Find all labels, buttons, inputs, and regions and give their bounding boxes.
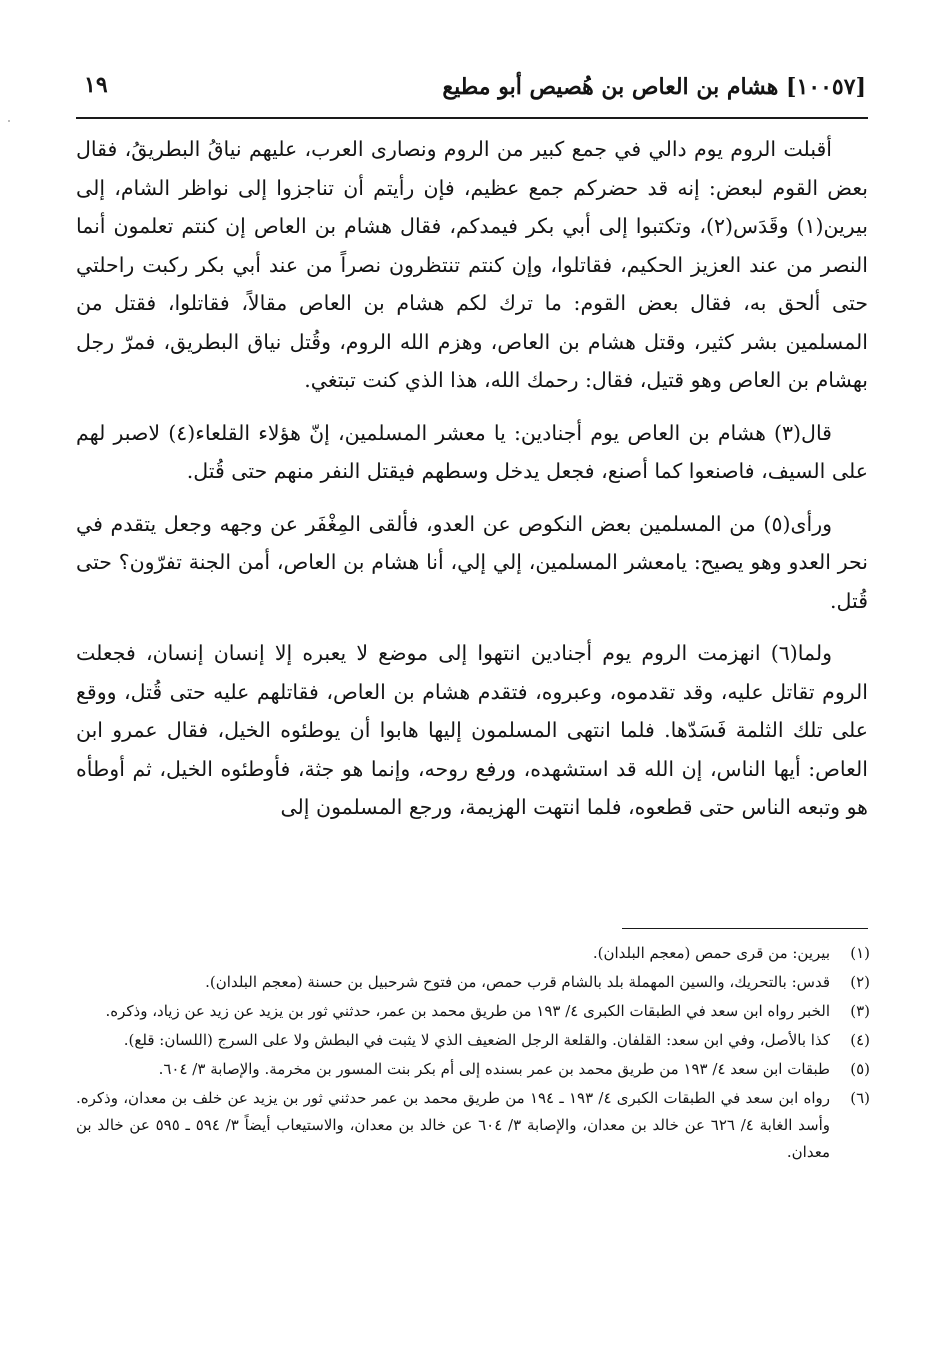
footnote-item	[76, 940, 870, 967]
running-header	[76, 72, 866, 112]
footnote-number: (٢)	[850, 973, 870, 991]
header-title: [١٠٠٥٧] هشام بن العاص بن هُصيص أبو مطيع	[442, 74, 866, 100]
footnote-text: رواه ابن سعد في الطبقات الكبرى ٤/ ١٩٣ ـ ١٩٤ من طريق محمد بن عمر حدثني ثور بن يزيد عن خلف بن معدان، وذكره. وأسد الغابة ٤/ ٦٢٦ عن خالد بن معدان، والإصابة ٣/ ٦٠٤ عن خالد بن معدان، والاستيعاب أيضاً ٣/ ٥٩٤ ـ ٥٩٥ عن خالد بن معدان.	[76, 1089, 831, 1161]
footnotes	[76, 940, 870, 1168]
footnote-separator	[622, 928, 868, 929]
footnote-text: الخبر رواه ابن سعد في الطبقات الكبرى ٤/ ١٩٣ من طريق محمد بن عمر، حدثني ثور بن يزيد عن زيد عن زياد، وذكره.	[105, 1002, 830, 1020]
footnote-number: (٣)	[850, 1002, 870, 1020]
footnote-item	[76, 969, 870, 996]
footnote-number: (٥)	[850, 1060, 870, 1078]
paragraph: ورأى(٥) من المسلمين بعض النكوص عن العدو، فألقى المِغْفَر عن وجهه وجعل يتقدم في نحر العدو وهو يصيح: يامعشر المسلمين، إلي إلي، أنا هشام بن العاص، أمن الجنة تفرّون؟ حتى قُتل.	[76, 511, 868, 613]
paragraph: قال(٣) هشام بن العاص يوم أجنادين: يا معشر المسلمين، إنّ هؤلاء القلعاء(٤) لاصبر لهم على السيف، فاصنعوا كما أصنع، فجعل يدخل وسطهم فيقتل النفر منهم حتى قُتل.	[76, 420, 868, 483]
page-number: ١٩	[84, 72, 108, 98]
footnote-text: كذا بالأصل، وفي ابن سعد: القلفان. والقلعة الرجل الضعيف الذي لا يثبت في البطش ولا على السرج (اللسان: قلع).	[123, 1031, 830, 1049]
footnote-item	[76, 1085, 870, 1166]
scan-speck	[8, 120, 10, 122]
footnote-number: (٤)	[850, 1031, 870, 1049]
footnote-text: بيرين: من قرى حمص (معجم البلدان).	[592, 944, 830, 962]
footnote-item	[76, 1056, 870, 1083]
footnote-text: طبقات ابن سعد ٤/ ١٩٣ من طريق محمد بن عمر بسنده إلى أم بكر بنت المسور بن مخرمة. والإصابة ٣/ ٦٠٤.	[158, 1060, 830, 1078]
footnote-number: (١)	[850, 944, 870, 962]
paragraph: أقبلت الروم يوم دالي في جمع كبير من الروم ونصارى العرب، عليهم نياقُ البطريقُ، فقال بعض القوم لبعض: إنه قد حضركم جمع عظيم، فإن رأيتم أن تناجزوا إلى نواظر الشام، إلى بيرين(١) وقَدَس(٢)، وتكتبوا إلى أبي بكر فيمدكم، فقال هشام بن العاص إن كنتم تعلمون أنما النصر من عند العزيز الحكيم، فقاتلوا، وإن كنتم تنتظرون نصراً من عند أبي بكر ركبت راحلتي حتى ألحق به، فقال بعض القوم: ما ترك لكم هشام بن العاص مقالاً، فقاتلوا، فقتل من المسلمين بشر كثير، وقتل هشام بن العاص، وهزم الله الروم، وقُتل نياق البطريق، فمرّ رجل بهشام بن العاص وهو قتيل، فقال: رحمك الله، هذا الذي كنت تبتغي.	[76, 137, 869, 392]
footnote-item	[76, 1027, 870, 1054]
header-rule	[76, 117, 868, 119]
paragraph: ولما(٦) انهزمت الروم يوم أجنادين انتهوا إلى موضع لا يعبره إلا إنسان إنسان، فجعلت الروم تقاتل عليه، وقد تقدموه، وعبروه، فتقدم هشام بن العاص، فقاتلهم عليه حتى قُتل، ووقع على تلك الثلمة فَسَدّها. فلما انتهى المسلمون إليها هابوا أن يوطئوه الخيل، فقال عمرو ابن العاص: أيها الناس، إن الله قد استشهده، ورفع روحه، وإنما هو جثة، فأوطئوه الخيل، ثم أوطأه هو وتبعه الناس حتى قطعوه، فلما انتهت الهزيمة، ورجع المسلمون إلى	[76, 641, 868, 819]
footnote-number: (٦)	[850, 1089, 870, 1107]
main-text	[76, 130, 868, 841]
footnote-text: قدس: بالتحريك، والسين المهملة بلد بالشام قرب حمص، من فتوح شرحبيل بن حسنة (معجم البلدان).	[205, 973, 830, 991]
footnote-item	[76, 998, 870, 1025]
